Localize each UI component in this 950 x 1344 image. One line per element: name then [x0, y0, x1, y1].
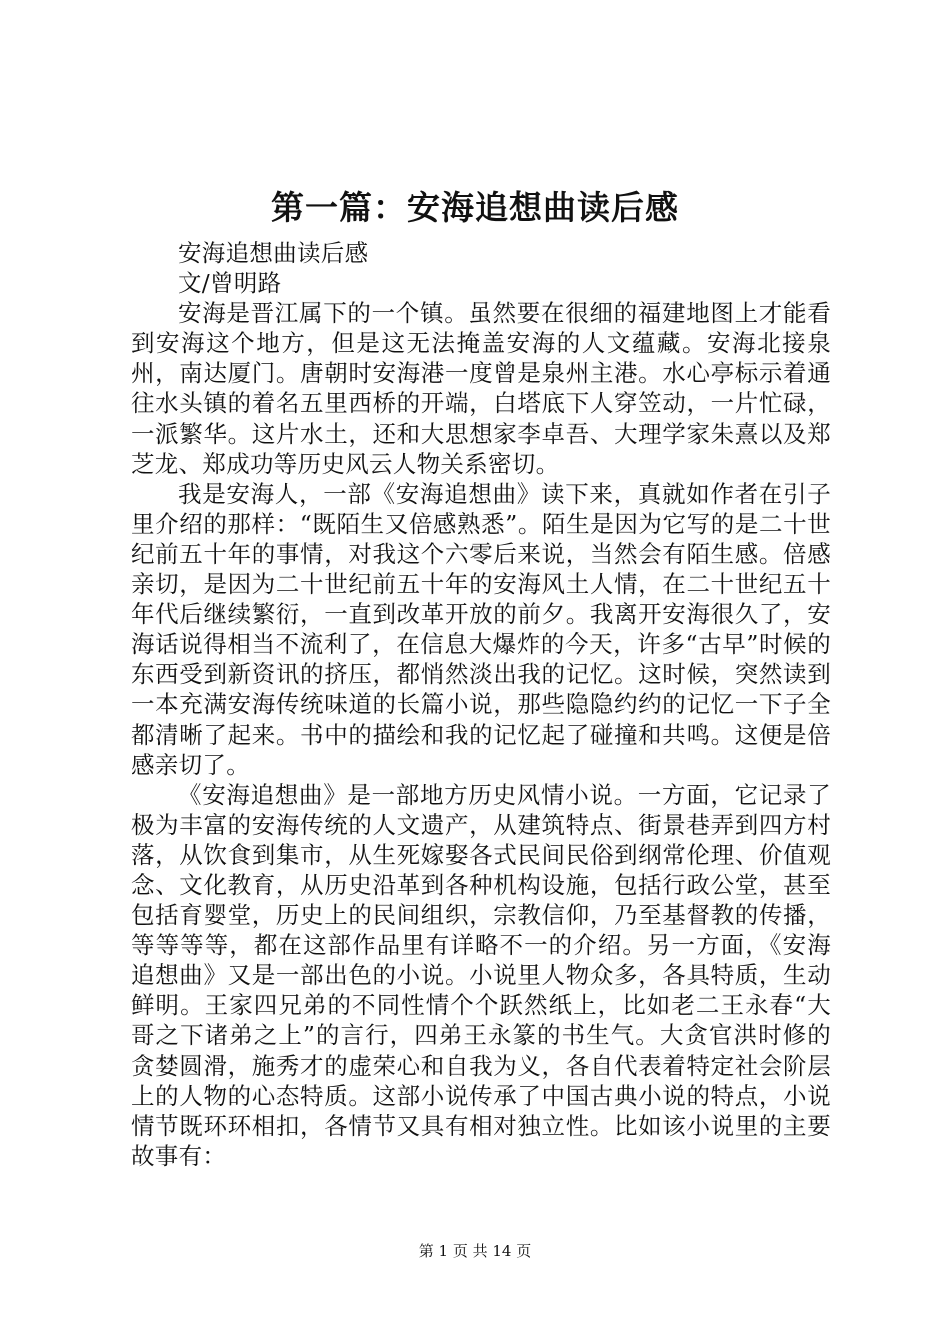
- page-footer: 第 1 页 共 14 页: [418, 1242, 532, 1260]
- paragraph-2: 我是安海人，一部《安海追想曲》读下来，真就如作者在引子里介绍的那样：“既陌生又倍感熟悉”。陌生是因为它写的是二十世纪前五十年的事情，对我这个六零后来说，当然会有陌生感。倍感亲切，是因为二十世纪前五十年的安海风土人情，在二十世纪五十年代后继续繁衍，一直到改革开放的前夕。我离开安海很久了，安海话说得相当不流利了，在信息大爆炸的今天，许多“古早”时候的东西受到新资讯的挤压，都悄然淡出我的记忆。这时候，突然读到一本充满安海传统味道的长篇小说，那些隐隐约约的记忆一下子全都清晰了起来。书中的描绘和我的记忆起了碰撞和共鸣。这便是倍感亲切了。: [131, 479, 831, 779]
- paragraph-subtitle: 安海追想曲读后感: [178, 239, 369, 267]
- paragraph-1: 安海是晋江属下的一个镇。虽然要在很细的福建地图上才能看到安海这个地方，但是这无法掩盖安海的人文蕴藏。安海北接泉州，南达厦门。唐朝时安海港一度曾是泉州主港。水心亭标示着通往水头镇的着名五里西桥的开端，白塔底下人穿笠动，一片忙碌，一派繁华。这片水土，还和大思想家李卓吾、大理学家朱熹以及郑芝龙、郑成功等历史风云人物关系密切。: [131, 299, 831, 478]
- document-title: 第一篇：安海追想曲读后感: [271, 188, 679, 227]
- paragraph-3: 《安海追想曲》是一部地方历史风情小说。一方面，它记录了极为丰富的安海传统的人文遗产，从建筑特点、街景巷弄到四方村落，从饮食到集市，从生死嫁娶各式民间民俗到纲常伦理、价值观念、文化教育，从历史沿革到各种机构设施，包括行政公堂，甚至包括育婴堂，历史上的民间组织，宗教信仰，乃至基督教的传播，等等等等，都在这部作品里有详略不一的介绍。另一方面，《安海追想曲》又是一部出色的小说。小说里人物众多，各具特质，生动鲜明。王家四兄弟的不同性情个个跃然纸上，比如老二王永春“大哥之下诸弟之上”的言行，四弟王永篆的书生气。大贪官洪时修的贪婪圆滑，施秀才的虚荣心和自我为义，各自代表着特定社会阶层上的人物的心态特质。这部小说传承了中国古典小说的特点，小说情节既环环相扣，各情节又具有相对独立性。比如该小说里的主要故事有：: [131, 780, 831, 1170]
- document-body: [131, 238, 831, 1171]
- paragraph-author: 文/曾明路: [178, 269, 282, 298]
